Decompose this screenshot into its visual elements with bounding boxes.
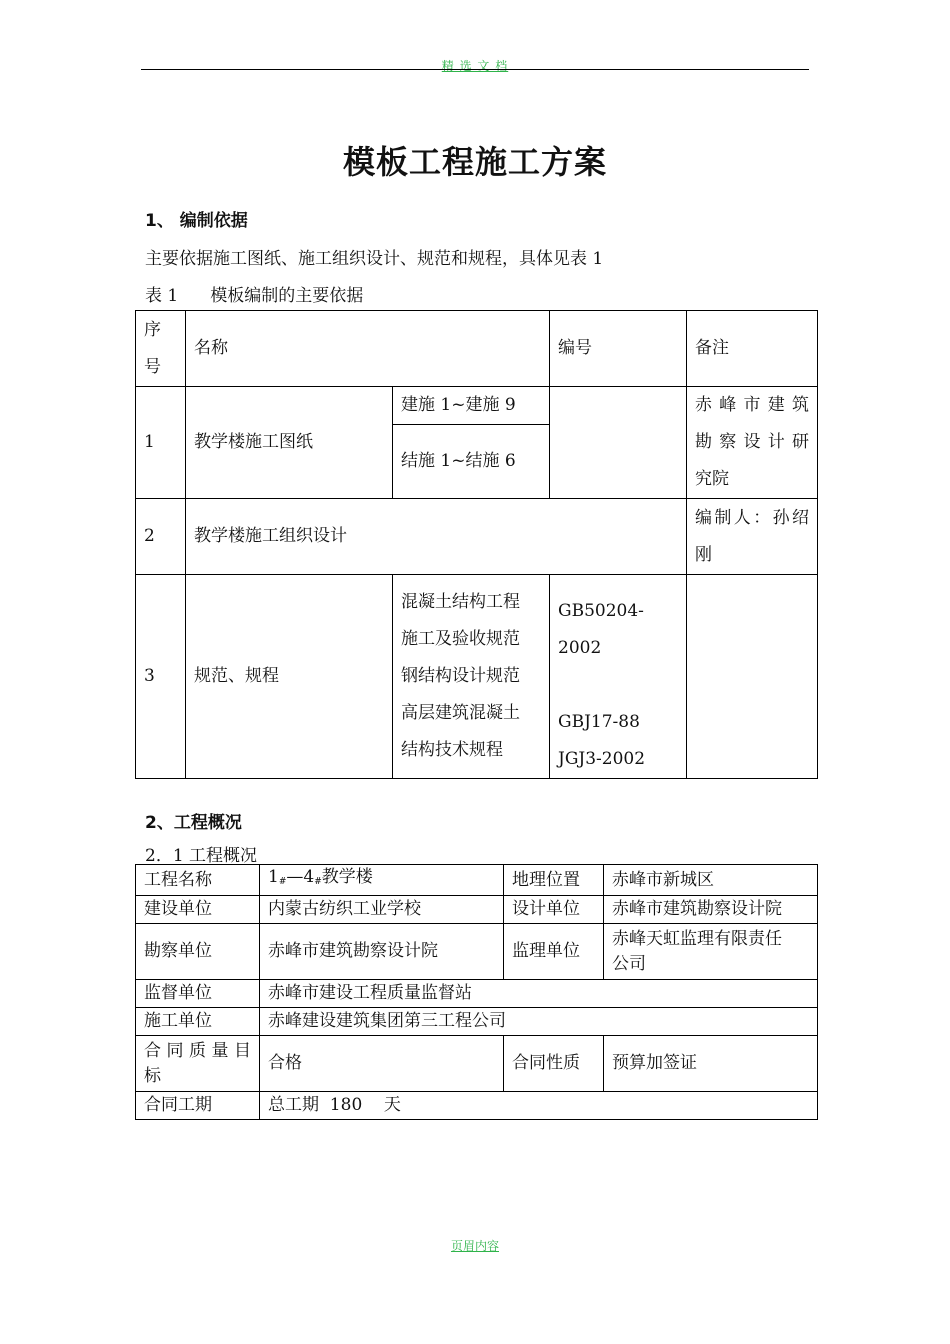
value-location: 赤峰市新城区 [604,865,818,896]
row1-code [550,387,687,499]
table-row [136,575,818,779]
label-supervisor: 监理单位 [504,924,604,980]
row1-sub1: 建施 1~建施 9 [393,387,550,425]
table-row [136,499,818,575]
table-row [136,1008,818,1036]
section2-subheading: 2．1 工程概况 [145,846,258,866]
value-quality-target: 合格 [260,1036,504,1092]
row1-seq: 1 [136,387,186,499]
label-quality-target [136,1036,260,1092]
label-owner: 建设单位 [136,896,260,924]
quality-target-line1: 合同质量目 [144,1040,251,1061]
table-row [136,924,818,980]
row3-code-1: GB50204-2002 [558,601,644,658]
page-header-text: 精 选 文 档 [441,59,509,73]
row2-remark-line1: 编制人：孙绍 [695,507,809,528]
label-contractor: 施工单位 [136,1008,260,1036]
supervisor-line2: 公司 [612,953,646,974]
page-footer-text: 页眉内容 [450,1239,499,1253]
table-row [136,311,818,387]
row1-remark-line2: 勘察设计研 [695,432,809,452]
header-cell-seq [136,311,186,387]
overview-table [135,864,818,1120]
row3-spec-line4: 高层建筑混凝土 [401,703,520,723]
basis-table [135,310,818,779]
row1-sub2: 结施 1~结施 6 [393,425,550,499]
table-row [136,1036,818,1092]
section1-heading: 1、 编制依据 [145,211,248,231]
row3-code-blank [558,667,678,704]
project-name-mid: —4 [286,867,315,887]
document-title: 模板工程施工方案 [342,143,607,181]
value-contract-type: 预算加签证 [604,1036,818,1092]
project-name-sub1: # [278,877,287,887]
label-duration: 合同工期 [136,1092,260,1120]
header-cell-code: 编号 [550,311,687,387]
row1-remark-line1: 赤峰市建筑 [695,395,809,415]
table-row [136,980,818,1008]
section1-intro: 主要依据施工图纸、施工组织设计、规范和规程，具体见表 1 [145,249,604,269]
label-contract-type: 合同性质 [504,1036,604,1092]
row2-seq: 2 [136,499,186,575]
project-name-sub2: # [314,877,322,887]
label-location: 地理位置 [504,865,604,896]
value-project-name [260,865,504,896]
value-inspection: 赤峰市建设工程质量监督站 [260,980,818,1008]
table-row [136,896,818,924]
table1-caption [145,281,363,306]
supervisor-line1: 赤峰天虹监理有限责任 [612,928,782,949]
label-inspection: 监督单位 [136,980,260,1008]
row3-remark [687,575,818,779]
row2-name: 教学楼施工组织设计 [186,499,687,575]
table-row [136,865,818,896]
table-row [136,1092,818,1120]
project-name-prefix: 1 [268,867,279,887]
value-supervisor [604,924,818,980]
project-name-suffix: 教学楼 [321,867,373,887]
row2-remark [687,499,818,575]
header-rule [141,69,809,70]
label-survey: 勘察单位 [136,924,260,980]
row2-remark-line2: 刚 [695,544,712,565]
row3-specs [393,575,550,779]
row3-spec-line1: 混凝土结构工程 [401,592,520,612]
section2-heading: 2、工程概况 [145,813,242,833]
row3-code-2: GBJ17-88 [558,712,640,732]
row3-spec-line2: 施工及验收规范 [401,629,520,649]
label-designer: 设计单位 [504,896,604,924]
row3-spec-line3: 钢结构设计规范 [401,666,520,686]
table-row [136,387,818,425]
value-duration: 总工期 180 天 [260,1092,818,1120]
header-seq-line2: 号 [144,356,161,377]
label-project-name: 工程名称 [136,865,260,896]
row1-remark [687,387,818,499]
value-survey: 赤峰市建筑勘察设计院 [260,924,504,980]
table1-caption-text: 模板编制的主要依据 [210,286,364,306]
header-cell-name: 名称 [186,311,550,387]
value-designer: 赤峰市建筑勘察设计院 [604,896,818,924]
row3-codes [550,575,687,779]
quality-target-line2: 标 [144,1065,161,1086]
row3-code-3: JGJ3-2002 [558,749,646,769]
row1-name: 教学楼施工图纸 [186,387,393,499]
row3-name: 规范、规程 [186,575,393,779]
table1-caption-number: 表 1 [145,286,179,306]
value-owner: 内蒙古纺织工业学校 [260,896,504,924]
row3-spec-line5: 结构技术规程 [401,740,503,760]
value-contractor: 赤峰建设建筑集团第三工程公司 [260,1008,818,1036]
row3-seq: 3 [136,575,186,779]
row1-remark-line3: 究院 [695,469,729,489]
header-seq-line1: 序 [144,319,161,340]
header-cell-remark: 备注 [687,311,818,387]
